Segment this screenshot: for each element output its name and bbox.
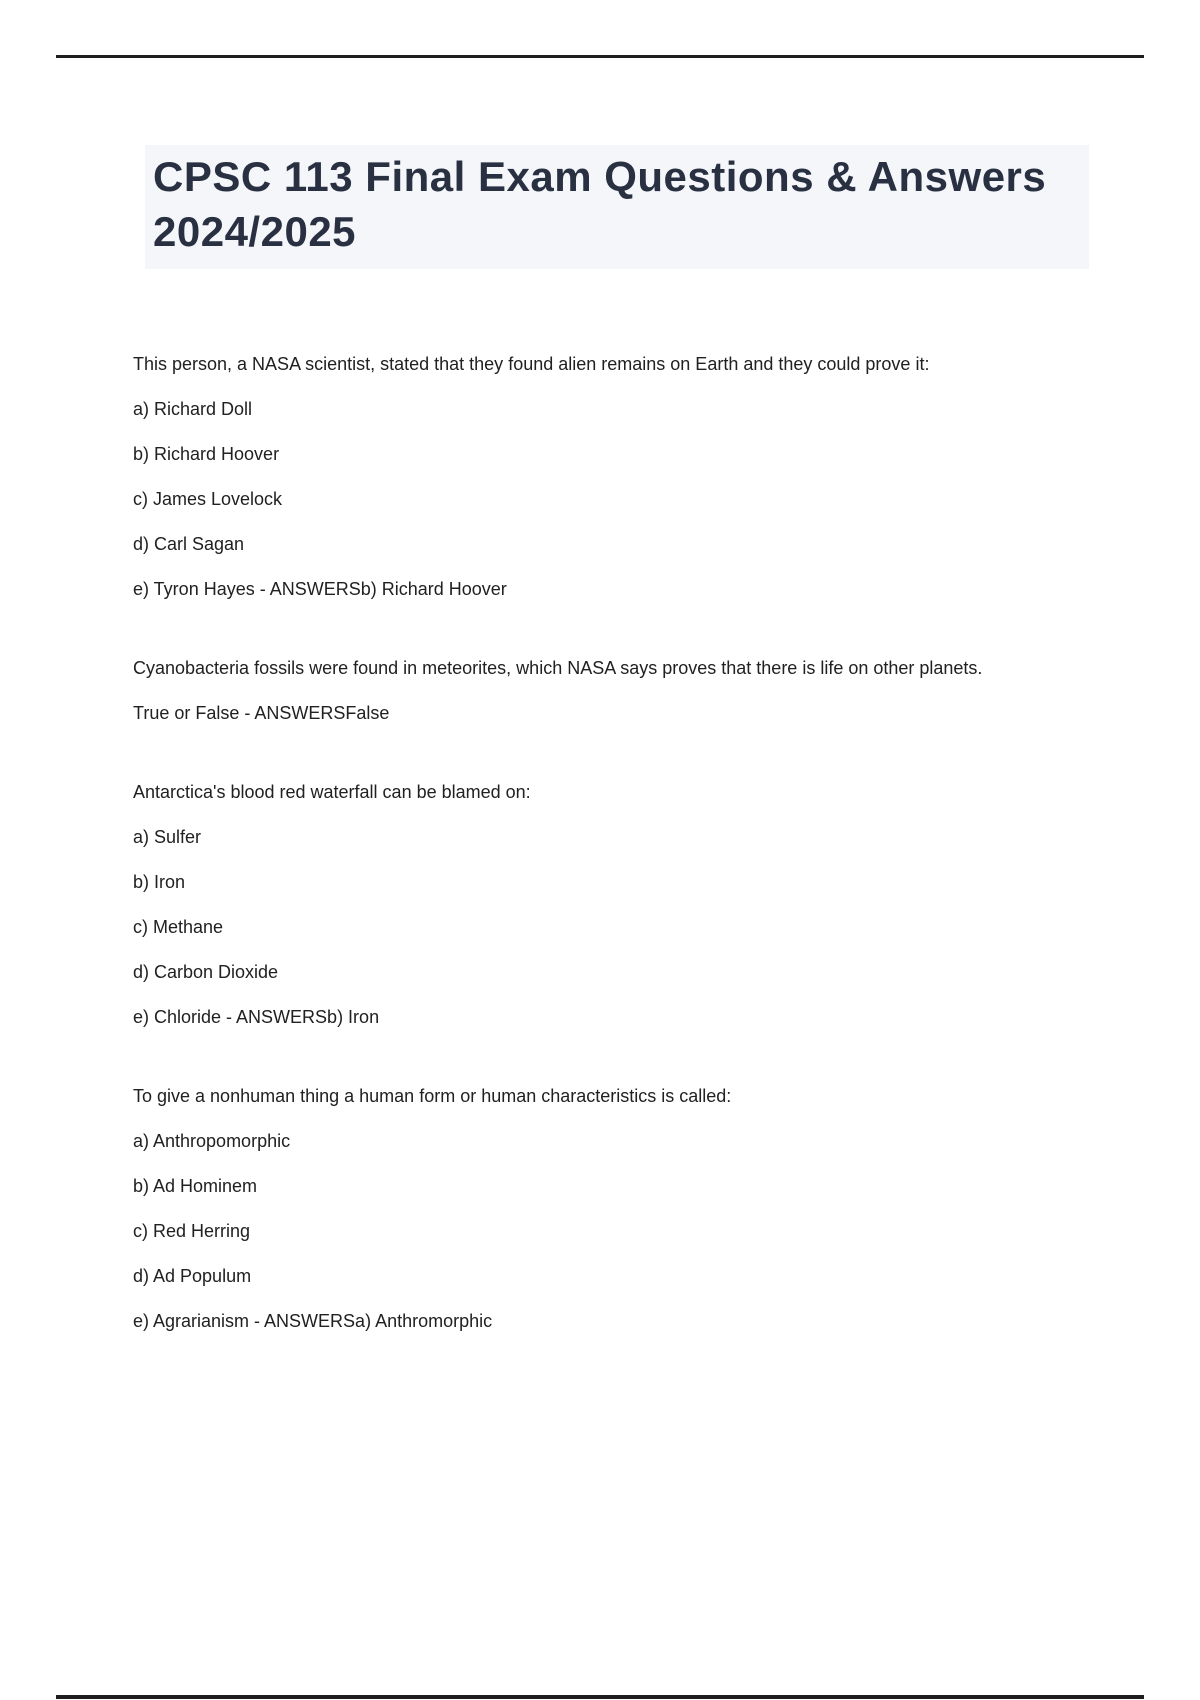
- page-title: CPSC 113 Final Exam Questions & Answers 2024/2025: [153, 153, 1047, 255]
- answer-option: d) Ad Populum: [133, 1266, 252, 1286]
- question-block-3: [133, 776, 1003, 1034]
- answer-option: a) Richard Doll: [133, 399, 253, 419]
- question-block-4: [133, 1080, 1003, 1338]
- answer-option: e) Chloride - ANSWERSb) Iron: [133, 1007, 380, 1027]
- answer-option: e) Tyron Hayes - ANSWERSb) Richard Hoover: [133, 579, 507, 599]
- document-body: [133, 348, 1003, 1350]
- answer-option: b) Ad Hominem: [133, 1176, 258, 1196]
- document-title-band: [145, 145, 1089, 269]
- answer-option: b) Richard Hoover: [133, 444, 280, 464]
- answer-option: a) Sulfer: [133, 827, 202, 847]
- question-text: To give a nonhuman thing a human form or human characteristics is called:: [133, 1086, 732, 1106]
- question-text: Antarctica's blood red waterfall can be blamed on:: [133, 782, 531, 802]
- question-block-2: [133, 652, 1003, 730]
- answer-option: True or False - ANSWERSFalse: [133, 703, 390, 723]
- answer-option: a) Anthropomorphic: [133, 1131, 291, 1151]
- answer-option: d) Carbon Dioxide: [133, 962, 279, 982]
- question-text: This person, a NASA scientist, stated that they found alien remains on Earth and they could prove it:: [133, 354, 930, 374]
- answer-option: e) Agrarianism - ANSWERSa) Anthromorphic: [133, 1311, 493, 1331]
- top-border-rule: [56, 55, 1144, 58]
- bottom-border-rule: [56, 1695, 1144, 1699]
- answer-option: c) James Lovelock: [133, 489, 283, 509]
- answer-option: c) Methane: [133, 917, 224, 937]
- answer-option: c) Red Herring: [133, 1221, 251, 1241]
- question-block-1: [133, 348, 1003, 606]
- answer-option: b) Iron: [133, 872, 186, 892]
- question-text: Cyanobacteria fossils were found in meteorites, which NASA says proves that there is life on other planets.: [133, 658, 983, 678]
- answer-option: d) Carl Sagan: [133, 534, 245, 554]
